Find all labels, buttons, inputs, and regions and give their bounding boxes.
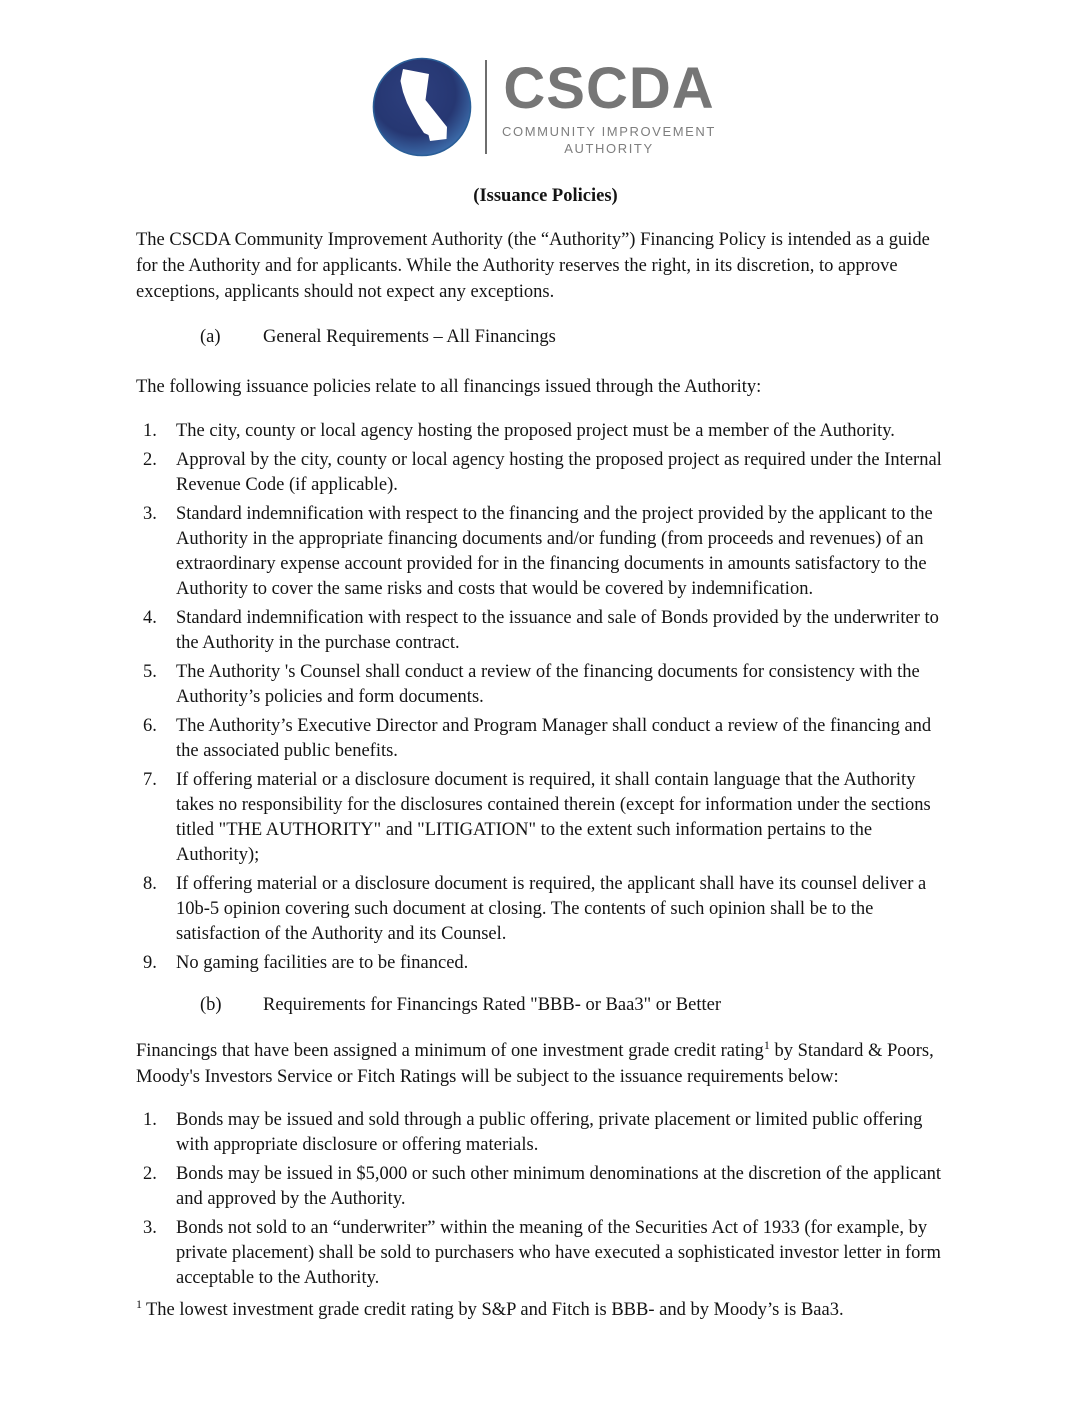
list-item-text: The Authority’s Executive Director and Program Manager shall conduct a review of the financing and the associated public benefits. (176, 715, 932, 761)
list-item-text: Standard indemnification with respect to the issuance and sale of Bonds provided by the underwriter to the Authority in the purchase contract. (176, 607, 939, 653)
section-b-label: (b) (200, 994, 222, 1015)
list-item (136, 1216, 955, 1291)
list-item-text: Bonds may be issued and sold through a public offering, private placement or limited public offering with appropriate disclosure or offering materials. (176, 1110, 923, 1155)
list-item-number: 3. (143, 1218, 157, 1238)
list-item-number: 2. (143, 449, 157, 470)
logo-acronym: CSCDA (503, 56, 715, 121)
list-item (136, 951, 955, 976)
section-b-lead (136, 1038, 955, 1090)
list-item-text: The Authority 's Counsel shall conduct a review of the financing documents for consistency with the Authority’s policies and form documents. (176, 661, 920, 707)
list-item (136, 714, 955, 764)
footnote (136, 1297, 955, 1323)
section-b-lead-text-after: by Standard & Poors, Moody's Investors Service or Fitch Ratings will be subject to the issuance requirements below: (136, 1040, 934, 1087)
section-a-heading (136, 324, 955, 350)
list-item-number: 6. (143, 715, 157, 736)
list-item-number: 3. (143, 503, 157, 524)
list-item (136, 419, 955, 444)
issuance-list-b (136, 1108, 955, 1291)
list-item (136, 448, 955, 498)
list-item-number: 4. (143, 607, 157, 628)
document-content (0, 183, 1088, 1323)
logo-subtitle-line2: AUTHORITY (564, 141, 654, 156)
list-item-number: 8. (143, 873, 157, 894)
list-item-number: 7. (143, 769, 157, 790)
list-item-text: If offering material or a disclosure document is required, it shall contain language that the Authority takes no responsibility for the disclosures contained therein (except for information under the sections titled "THE AUTHORITY" and "LITIGATION" to the extent such information pertains to the Authority); (176, 769, 931, 865)
list-item (136, 606, 955, 656)
list-item (136, 660, 955, 710)
section-a-lead: The following issuance policies relate to all financings issued through the Authority: (136, 377, 762, 397)
section-a-title: General Requirements – All Financings (263, 327, 556, 347)
footnote-text: The lowest investment grade credit rating by S&P and Fitch is BBB- and by Moody’s is Baa3. (146, 1300, 844, 1320)
list-item-number: 1. (143, 1110, 157, 1130)
cscda-logo (0, 0, 1088, 157)
issuance-list-a (136, 419, 955, 976)
footnote-marker: 1 (136, 1296, 142, 1311)
list-item-text: Approval by the city, county or local agency hosting the proposed project as required under the Internal Revenue Code (if applicable). (176, 449, 942, 495)
logo-wordmark (502, 57, 716, 157)
list-item-number: 9. (143, 952, 157, 973)
page-title: (Issuance Policies) (473, 186, 618, 206)
list-item-number: 5. (143, 661, 157, 682)
footnote-reference: 1 (763, 1037, 770, 1052)
list-item (136, 502, 955, 602)
list-item-text: The city, county or local agency hosting the proposed project must be a member of the Authority. (176, 420, 895, 441)
section-b-title: Requirements for Financings Rated "BBB- or Baa3" or Better (263, 994, 721, 1015)
list-item-text: If offering material or a disclosure document is required, the applicant shall have its counsel deliver a 10b-5 opinion covering such document at closing. The contents of such opinion shall be to the satisfaction of the Authority and its Counsel. (176, 873, 927, 944)
list-item (136, 768, 955, 868)
section-a-label: (a) (200, 327, 221, 347)
logo-subtitle-line1: COMMUNITY IMPROVEMENT (502, 124, 716, 139)
list-item-number: 2. (143, 1164, 157, 1184)
list-item (136, 1162, 955, 1212)
list-item-text: Standard indemnification with respect to the financing and the project provided by the applicant to the Authority in the appropriate financing documents and/or funding (from proceeds and revenues) of an extraordinary expense account provided for in the financing documents in amounts satisfactory to the Authority to cover the same risks and costs that would be covered by indemnification. (176, 503, 933, 599)
list-item (136, 1108, 955, 1158)
list-item-text: Bonds may be issued in $5,000 or such other minimum denominations at the discretion of the applicant and approved by the Authority. (176, 1164, 942, 1209)
list-item-number: 1. (143, 420, 157, 441)
list-item-text: Bonds not sold to an “underwriter” within the meaning of the Securities Act of 1933 (for example, by private placement) shall be sold to purchasers who have executed a sophisticated investor letter in form acceptable to the Authority. (176, 1218, 941, 1288)
list-item-text: No gaming facilities are to be financed. (176, 952, 469, 973)
section-b-heading (136, 992, 955, 1018)
list-item (136, 872, 955, 947)
logo-divider (485, 60, 487, 154)
section-b-lead-text: Financings that have been assigned a minimum of one investment grade credit rating (136, 1040, 764, 1061)
intro-paragraph: The CSCDA Community Improvement Authority (the “Authority”) Financing Policy is intended as a guide for the Authority and for applicants. While the Authority reserves the right, in its discretion, to approve exceptions, applicants should not expect any exceptions. (136, 230, 930, 302)
california-map-icon (372, 57, 472, 157)
